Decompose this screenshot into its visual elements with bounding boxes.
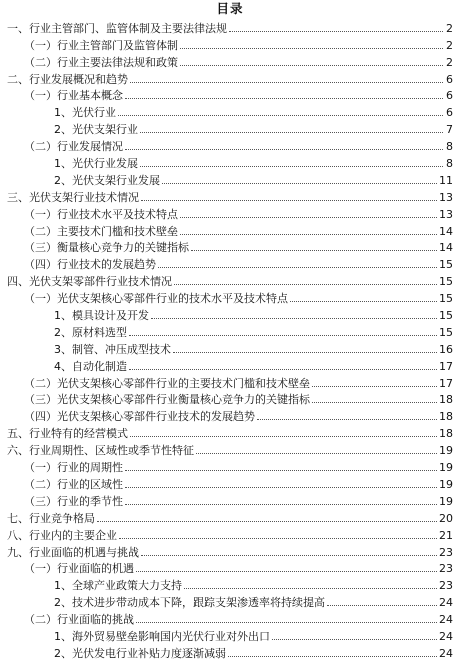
toc-dot-leader: [140, 166, 443, 167]
toc-page-number: 19: [439, 494, 453, 508]
toc-page-number: 19: [439, 444, 453, 458]
toc-entry-label: 4、自动化制造: [54, 359, 127, 373]
toc-page-number: 18: [439, 393, 453, 407]
toc-entry-label: 五、行业特有的经营模式: [7, 427, 128, 441]
toc-dot-leader: [125, 487, 437, 488]
toc-dot-leader: [125, 98, 443, 99]
toc-dot-leader: [312, 402, 437, 403]
toc-dot-leader: [312, 386, 437, 387]
toc-entry-label: （一）光伏支架核心零部件行业的技术水平及技术特点: [24, 292, 288, 306]
toc-entry-level-3[interactable]: [7, 153, 453, 170]
toc-entry-level-1[interactable]: [7, 187, 453, 204]
toc-page-number: 17: [439, 376, 453, 390]
toc-entry-level-3[interactable]: [7, 626, 453, 643]
toc-dot-leader: [129, 335, 437, 336]
toc-page-number: 15: [439, 309, 453, 323]
toc-page-number: 24: [439, 629, 453, 643]
toc-dot-leader: [327, 605, 437, 606]
toc-dot-leader: [228, 656, 437, 657]
toc-page-number: 15: [439, 258, 453, 272]
toc-entry-label: （一）行业主管部门及监管体制: [24, 38, 178, 52]
toc-entry-level-2[interactable]: [7, 254, 453, 271]
toc-entry-level-3[interactable]: [7, 575, 453, 592]
toc-dot-leader: [125, 504, 437, 505]
toc-entry-level-2[interactable]: [7, 238, 453, 255]
toc-entry-label: 2、技术进步带动成本下降，跟踪支架渗透率将持续提高: [54, 596, 325, 610]
toc-dot-leader: [136, 571, 437, 572]
toc-page-number: 16: [439, 342, 453, 356]
toc-entry-level-3[interactable]: [7, 322, 453, 339]
toc-dot-leader: [180, 234, 437, 235]
toc-dot-leader: [118, 115, 443, 116]
toc-dot-leader: [180, 65, 443, 66]
toc-entry-level-1[interactable]: [7, 18, 453, 35]
toc-entry-label: 七、行业竞争格局: [7, 511, 95, 525]
toc-dot-leader: [229, 31, 443, 32]
toc-entry-level-2[interactable]: [7, 491, 453, 508]
toc-entry-level-3[interactable]: [7, 119, 453, 136]
toc-entry-label: （一）行业的周期性: [24, 461, 123, 475]
toc-entry-level-1[interactable]: [7, 525, 453, 542]
toc-page-number: 21: [439, 528, 453, 542]
toc-dot-leader: [151, 318, 437, 319]
toc-page-number: 2: [446, 55, 453, 69]
toc-page-number: 24: [439, 646, 453, 660]
toc-dot-leader: [196, 453, 437, 454]
toc-dot-leader: [140, 132, 443, 133]
toc-entry-level-3[interactable]: [7, 339, 453, 356]
toc-entry-label: 3、制管、冲压成型技术: [54, 342, 171, 356]
toc-entry-level-3[interactable]: [7, 305, 453, 322]
toc-dot-leader: [158, 267, 437, 268]
toc-entry-label: 2、光伏发电行业补贴力度逐渐减弱: [54, 646, 226, 660]
toc-entry-label: （二）光伏支架核心零部件行业的主要技术门槛和技术壁垒: [24, 376, 310, 390]
toc-page-number: 23: [439, 545, 453, 559]
toc-page-number: 8: [446, 157, 453, 171]
page-title: 目录: [216, 1, 244, 16]
toc-page-number: 24: [439, 596, 453, 610]
toc-page-number: 18: [439, 427, 453, 441]
toc-entry-level-2[interactable]: [7, 86, 453, 103]
toc-page-number: 19: [439, 477, 453, 491]
toc-entry-level-2[interactable]: [7, 406, 453, 423]
toc-dot-leader: [136, 622, 437, 623]
toc-entry-label: （三）光伏支架核心零部件行业衡量核心竞争力的关键指标: [24, 393, 310, 407]
toc-page-number: 6: [446, 89, 453, 103]
toc-entry-label: 九、行业面临的机遇与挑战: [7, 545, 139, 559]
toc-entry-label: （二）行业面临的挑战: [24, 613, 134, 627]
toc-page-number: 11: [439, 173, 453, 187]
toc-entry-level-1[interactable]: [7, 423, 453, 440]
toc-dot-leader: [257, 419, 437, 420]
toc-page-number: 2: [446, 38, 453, 52]
toc-dot-leader: [129, 369, 437, 370]
toc-entry-level-2[interactable]: [7, 204, 453, 221]
toc-page-number: 2: [446, 21, 453, 35]
toc-entry-level-2[interactable]: [7, 457, 453, 474]
toc-entry-label: （四）光伏支架核心零部件行业技术的发展趋势: [24, 410, 255, 424]
toc-entry-level-2[interactable]: [7, 136, 453, 153]
toc-entry-label: （二）行业主要法律法规和政策: [24, 55, 178, 69]
toc-entry-label: （一）行业技术水平及技术特点: [24, 207, 178, 221]
toc-entry-level-2[interactable]: [7, 609, 453, 626]
toc-page-number: 15: [439, 292, 453, 306]
toc-entry-label: 六、行业周期性、区域性或季节性特征: [7, 444, 194, 458]
toc-page-number: 20: [439, 511, 453, 525]
toc-entry-level-3[interactable]: [7, 643, 453, 660]
toc-entry-label: （三）衡量核心竞争力的关键指标: [24, 241, 189, 255]
toc-entry-level-3[interactable]: [7, 170, 453, 187]
toc-list: [7, 18, 453, 660]
toc-page-number: 6: [446, 72, 453, 86]
toc-entry-level-2[interactable]: [7, 288, 453, 305]
toc-dot-leader: [180, 48, 443, 49]
toc-dot-leader: [125, 470, 437, 471]
toc-page-number: 15: [439, 275, 453, 289]
toc-page-number: 23: [439, 562, 453, 576]
toc-page-number: 6: [446, 106, 453, 120]
toc-entry-label: （三）行业的季节性: [24, 494, 123, 508]
toc-entry-level-3[interactable]: [7, 356, 453, 373]
toc-entry-label: 2、原材料选型: [54, 325, 127, 339]
toc-entry-level-2[interactable]: [7, 373, 453, 390]
toc-dot-leader: [141, 200, 437, 201]
toc-entry-level-2[interactable]: [7, 221, 453, 238]
toc-dot-leader: [180, 217, 437, 218]
toc-entry-level-3[interactable]: [7, 102, 453, 119]
toc-entry-level-1[interactable]: [7, 542, 453, 559]
toc-entry-label: （二）主要技术门槛和技术壁垒: [24, 224, 178, 238]
toc-dot-leader: [141, 555, 437, 556]
toc-entry-level-2[interactable]: [7, 35, 453, 52]
toc-page-number: 8: [446, 140, 453, 154]
toc-dot-leader: [290, 301, 437, 302]
toc-page-number: 23: [439, 579, 453, 593]
toc-page-number: 13: [439, 190, 453, 204]
toc-page-number: 19: [439, 461, 453, 475]
toc-dot-leader: [173, 352, 437, 353]
toc-page-number: 14: [439, 224, 453, 238]
toc-dot-leader: [162, 183, 437, 184]
toc-entry-label: 一、行业主管部门、监管体制及主要法律法规: [7, 21, 227, 35]
toc-dot-leader: [191, 250, 437, 251]
toc-page-number: 7: [446, 123, 453, 137]
toc-entry-label: （二）行业发展情况: [24, 140, 123, 154]
toc-dot-leader: [130, 436, 437, 437]
toc-entry-level-1[interactable]: [7, 69, 453, 86]
toc-entry-label: （二）行业的区域性: [24, 477, 123, 491]
toc-page-number: 17: [439, 359, 453, 373]
toc-page-number: 14: [439, 241, 453, 255]
toc-dot-leader: [125, 149, 443, 150]
toc-entry-label: 1、模具设计及开发: [54, 309, 149, 323]
toc-dot-leader: [130, 82, 443, 83]
toc-dot-leader: [119, 538, 437, 539]
toc-entry-level-2[interactable]: [7, 559, 453, 576]
toc-entry-level-2[interactable]: [7, 390, 453, 407]
toc-page-number: 15: [439, 325, 453, 339]
toc-entry-label: 三、光伏支架行业技术情况: [7, 190, 139, 204]
toc-entry-label: 2、光伏支架行业: [54, 123, 138, 137]
toc-dot-leader: [97, 521, 437, 522]
toc-page-number: 18: [439, 410, 453, 424]
toc-page-number: 24: [439, 613, 453, 627]
toc-entry-label: （一）行业基本概念: [24, 89, 123, 103]
toc-entry-label: 1、全球产业政策大力支持: [54, 579, 182, 593]
toc-entry-level-1[interactable]: [7, 508, 453, 525]
toc-dot-leader: [184, 588, 437, 589]
toc-entry-label: （四）行业技术的发展趋势: [24, 258, 156, 272]
toc-entry-label: 2、光伏支架行业发展: [54, 173, 160, 187]
toc-entry-label: （一）行业面临的机遇: [24, 562, 134, 576]
toc-entry-level-2[interactable]: [7, 52, 453, 69]
toc-entry-label: 二、行业发展概况和趋势: [7, 72, 128, 86]
toc-entry-level-1[interactable]: [7, 440, 453, 457]
toc-page-number: 13: [439, 207, 453, 221]
toc-entry-label: 1、海外贸易壁垒影响国内光伏行业对外出口: [54, 629, 270, 643]
toc-entry-level-1[interactable]: [7, 271, 453, 288]
toc-entry-level-3[interactable]: [7, 592, 453, 609]
toc-entry-label: 1、光伏行业: [54, 106, 116, 120]
toc-dot-leader: [272, 639, 437, 640]
toc-entry-label: 八、行业内的主要企业: [7, 528, 117, 542]
toc-entry-label: 四、光伏支架零部件行业技术情况: [7, 275, 172, 289]
toc-entry-level-2[interactable]: [7, 474, 453, 491]
toc-dot-leader: [174, 284, 437, 285]
toc-entry-label: 1、光伏行业发展: [54, 157, 138, 171]
